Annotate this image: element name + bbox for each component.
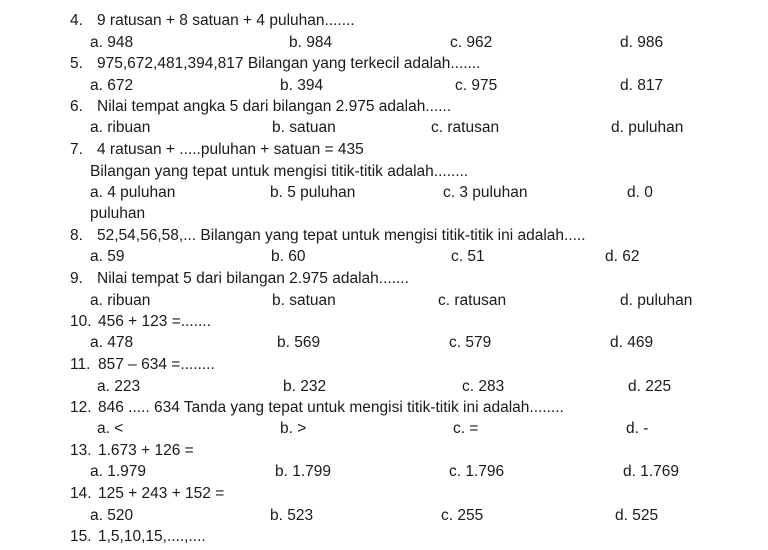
question-number: 5. bbox=[70, 55, 83, 72]
answer-option: b. > bbox=[280, 420, 307, 437]
answer-option: d. 62 bbox=[605, 248, 640, 265]
question-number: 8. bbox=[70, 227, 83, 244]
question-number: 11. bbox=[70, 356, 91, 373]
answer-option: b. 1.799 bbox=[275, 463, 332, 480]
answer-option bbox=[620, 0, 663, 1]
answer-option: b. 232 bbox=[283, 378, 327, 395]
answer-option: b. 5 puluhan bbox=[270, 184, 356, 201]
answer-option: d. 986 bbox=[620, 34, 664, 51]
answer-option-wrap: puluhan bbox=[90, 205, 146, 222]
answer-option: a. 4 puluhan bbox=[90, 184, 176, 201]
answer-option bbox=[293, 0, 336, 1]
question-text: 1.673 + 126 = bbox=[98, 442, 194, 459]
answer-option: a. 478 bbox=[90, 334, 134, 351]
answer-option: d. puluhan bbox=[620, 292, 693, 309]
answer-option: a. 1.979 bbox=[90, 463, 147, 480]
question-text: 1,5,10,15,....,.... bbox=[98, 528, 206, 545]
answer-option: c. 579 bbox=[449, 334, 492, 351]
answer-option: b. 394 bbox=[280, 77, 324, 94]
answer-option bbox=[90, 0, 133, 1]
question-text: 125 + 243 + 152 = bbox=[98, 485, 225, 502]
question-number: 10. bbox=[70, 313, 92, 330]
answer-option: a. ribuan bbox=[90, 292, 151, 309]
answer-option: d. puluhan bbox=[611, 119, 684, 136]
answer-option: b. 569 bbox=[277, 334, 321, 351]
answer-option: c. 962 bbox=[450, 34, 493, 51]
question-number: 9. bbox=[70, 270, 83, 287]
question-text: 4 ratusan + .....puluhan + satuan = 435 bbox=[97, 141, 364, 158]
answer-option: a. < bbox=[97, 420, 124, 437]
answer-option: c. ratusan bbox=[431, 119, 500, 136]
question-text: 975,672,481,394,817 Bilangan yang terkecil adalah....... bbox=[97, 55, 481, 72]
answer-option: a. 520 bbox=[90, 507, 134, 524]
answer-option: a. 59 bbox=[90, 248, 125, 265]
answer-option: a. ribuan bbox=[90, 119, 151, 136]
answer-option: d. 225 bbox=[628, 378, 672, 395]
answer-option: d. 1.769 bbox=[623, 463, 680, 480]
answer-option: d. 817 bbox=[620, 77, 664, 94]
answer-option: c. 51 bbox=[451, 248, 485, 265]
question-text: 857 – 634 =........ bbox=[98, 356, 215, 373]
answer-option: b. satuan bbox=[272, 119, 336, 136]
question-number: 14. bbox=[70, 485, 92, 502]
answer-option: c. 1.796 bbox=[449, 463, 505, 480]
question-text: Nilai tempat 5 dari bilangan 2.975 adalah....... bbox=[97, 270, 409, 287]
answer-option: a. 948 bbox=[90, 34, 134, 51]
answer-option: a. 672 bbox=[90, 77, 134, 94]
question-text: 9 ratusan + 8 satuan + 4 puluhan....... bbox=[97, 12, 355, 29]
question-text: 52,54,56,58,... Bilangan yang tepat untuk mengisi titik-titik ini adalah..... bbox=[97, 227, 586, 244]
answer-option: d. 469 bbox=[610, 334, 654, 351]
question-number: 6. bbox=[70, 98, 83, 115]
answer-option: c. ratusan bbox=[438, 292, 507, 309]
question-number: 15. bbox=[70, 528, 92, 545]
question-number: 7. bbox=[70, 141, 83, 158]
answer-option: c. = bbox=[453, 420, 479, 437]
answer-option: c. 3 puluhan bbox=[443, 184, 528, 201]
question-text: Nilai tempat angka 5 dari bilangan 2.975 adalah...... bbox=[97, 98, 452, 115]
question-text: 846 ..... 634 Tanda yang tepat untuk mengisi titik-titik ini adalah........ bbox=[98, 399, 564, 416]
answer-option: d. - bbox=[626, 420, 649, 437]
question-number: 4. bbox=[70, 12, 83, 29]
answer-option bbox=[450, 0, 488, 1]
answer-option: b. satuan bbox=[272, 292, 336, 309]
answer-option: b. 60 bbox=[271, 248, 306, 265]
answer-option: c. 283 bbox=[462, 378, 505, 395]
question-text: 456 + 123 =....... bbox=[98, 313, 211, 330]
answer-option: c. 255 bbox=[441, 507, 484, 524]
answer-option: a. 223 bbox=[97, 378, 141, 395]
question-text-line-2: Bilangan yang tepat untuk mengisi titik-titik adalah........ bbox=[90, 163, 469, 180]
question-number: 12. bbox=[70, 399, 92, 416]
answer-option: c. 975 bbox=[455, 77, 498, 94]
answer-option: d. 525 bbox=[615, 507, 659, 524]
question-number: 13. bbox=[70, 442, 92, 459]
answer-option: b. 984 bbox=[289, 34, 333, 51]
answer-option: d. 0 bbox=[627, 184, 653, 201]
answer-option: b. 523 bbox=[270, 507, 314, 524]
